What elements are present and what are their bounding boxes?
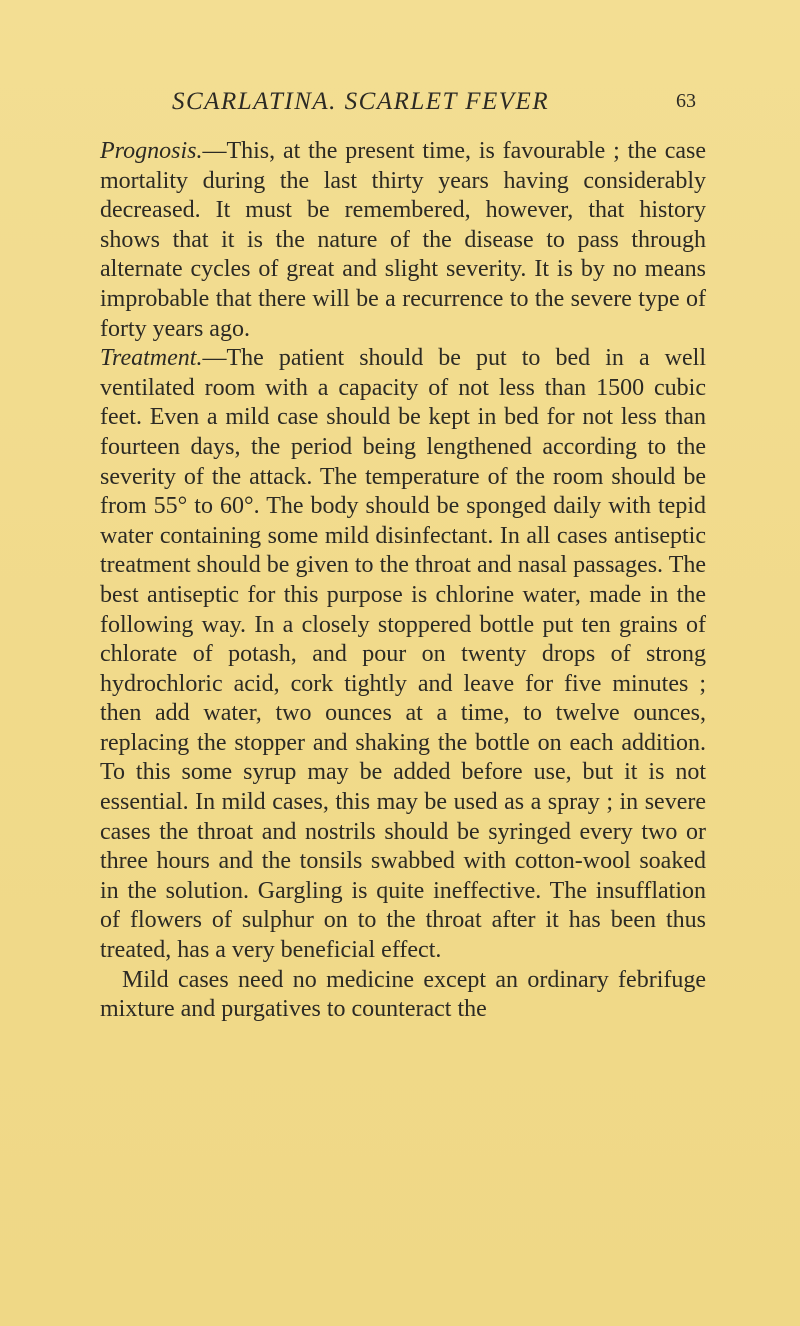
treatment-text: —The patient should be put to bed in a well ventilated room with a capacity of not less than 1500 cubic feet. Even a mild case should be kept in bed for not less than fourteen days, the period being lengthened according to the severity of the attack. The temperature of the room should be from 55° to 60°. The body should be sponged daily with tepid water containing some mild disinfectant. In all cases antiseptic treatment should be given to the throat and nasal passages. The best antiseptic for this purpose is chlorine water, made in the following way. In a closely stoppered bottle put ten grains of chlorate of potash, and pour on twenty drops of strong hydrochloric acid, cork tightly and leave for five minutes ; then add water, two ounces at a time, to twelve ounces, replacing the stopper and shaking the bottle on each addition. To this some syrup may be added before use, but it is not essential. In mild cases, this may be used as a spray ; in severe cases the throat and nostrils should be syringed every two or three hours and the tonsils swabbed with cotton-wool soaked in the solution. Gargling is quite ineffective. The insufflation of flowers of sulphur on to the throat after it has been thus treated, has a very beneficial effect. <box>100 345 706 964</box>
body-text <box>100 137 706 1025</box>
paragraph-mild-cases <box>100 966 706 1025</box>
paragraph-treatment <box>100 344 706 965</box>
prognosis-lead: Prognosis. <box>100 138 203 164</box>
treatment-lead: Treatment. <box>100 345 203 372</box>
running-title: SCARLATINA. SCARLET FEVER <box>172 88 550 115</box>
page-number: 63 <box>676 90 696 112</box>
prognosis-text: —This, at the present time, is favourable ; the case mortality during the last thirty years having considerably decreased. It must be remembered, however, that history shows that it is the nature of the disease to pass through alternate cycles of great and slight severity. It is by no means improbable that there will be a recurrence to the severe type of forty years ago. <box>100 138 706 342</box>
running-head <box>172 88 696 118</box>
paragraph-prognosis <box>100 137 706 344</box>
mild-cases-text: Mild cases need no medicine except an ordinary febrifuge mixture and purgatives to counteract the <box>100 966 706 1023</box>
